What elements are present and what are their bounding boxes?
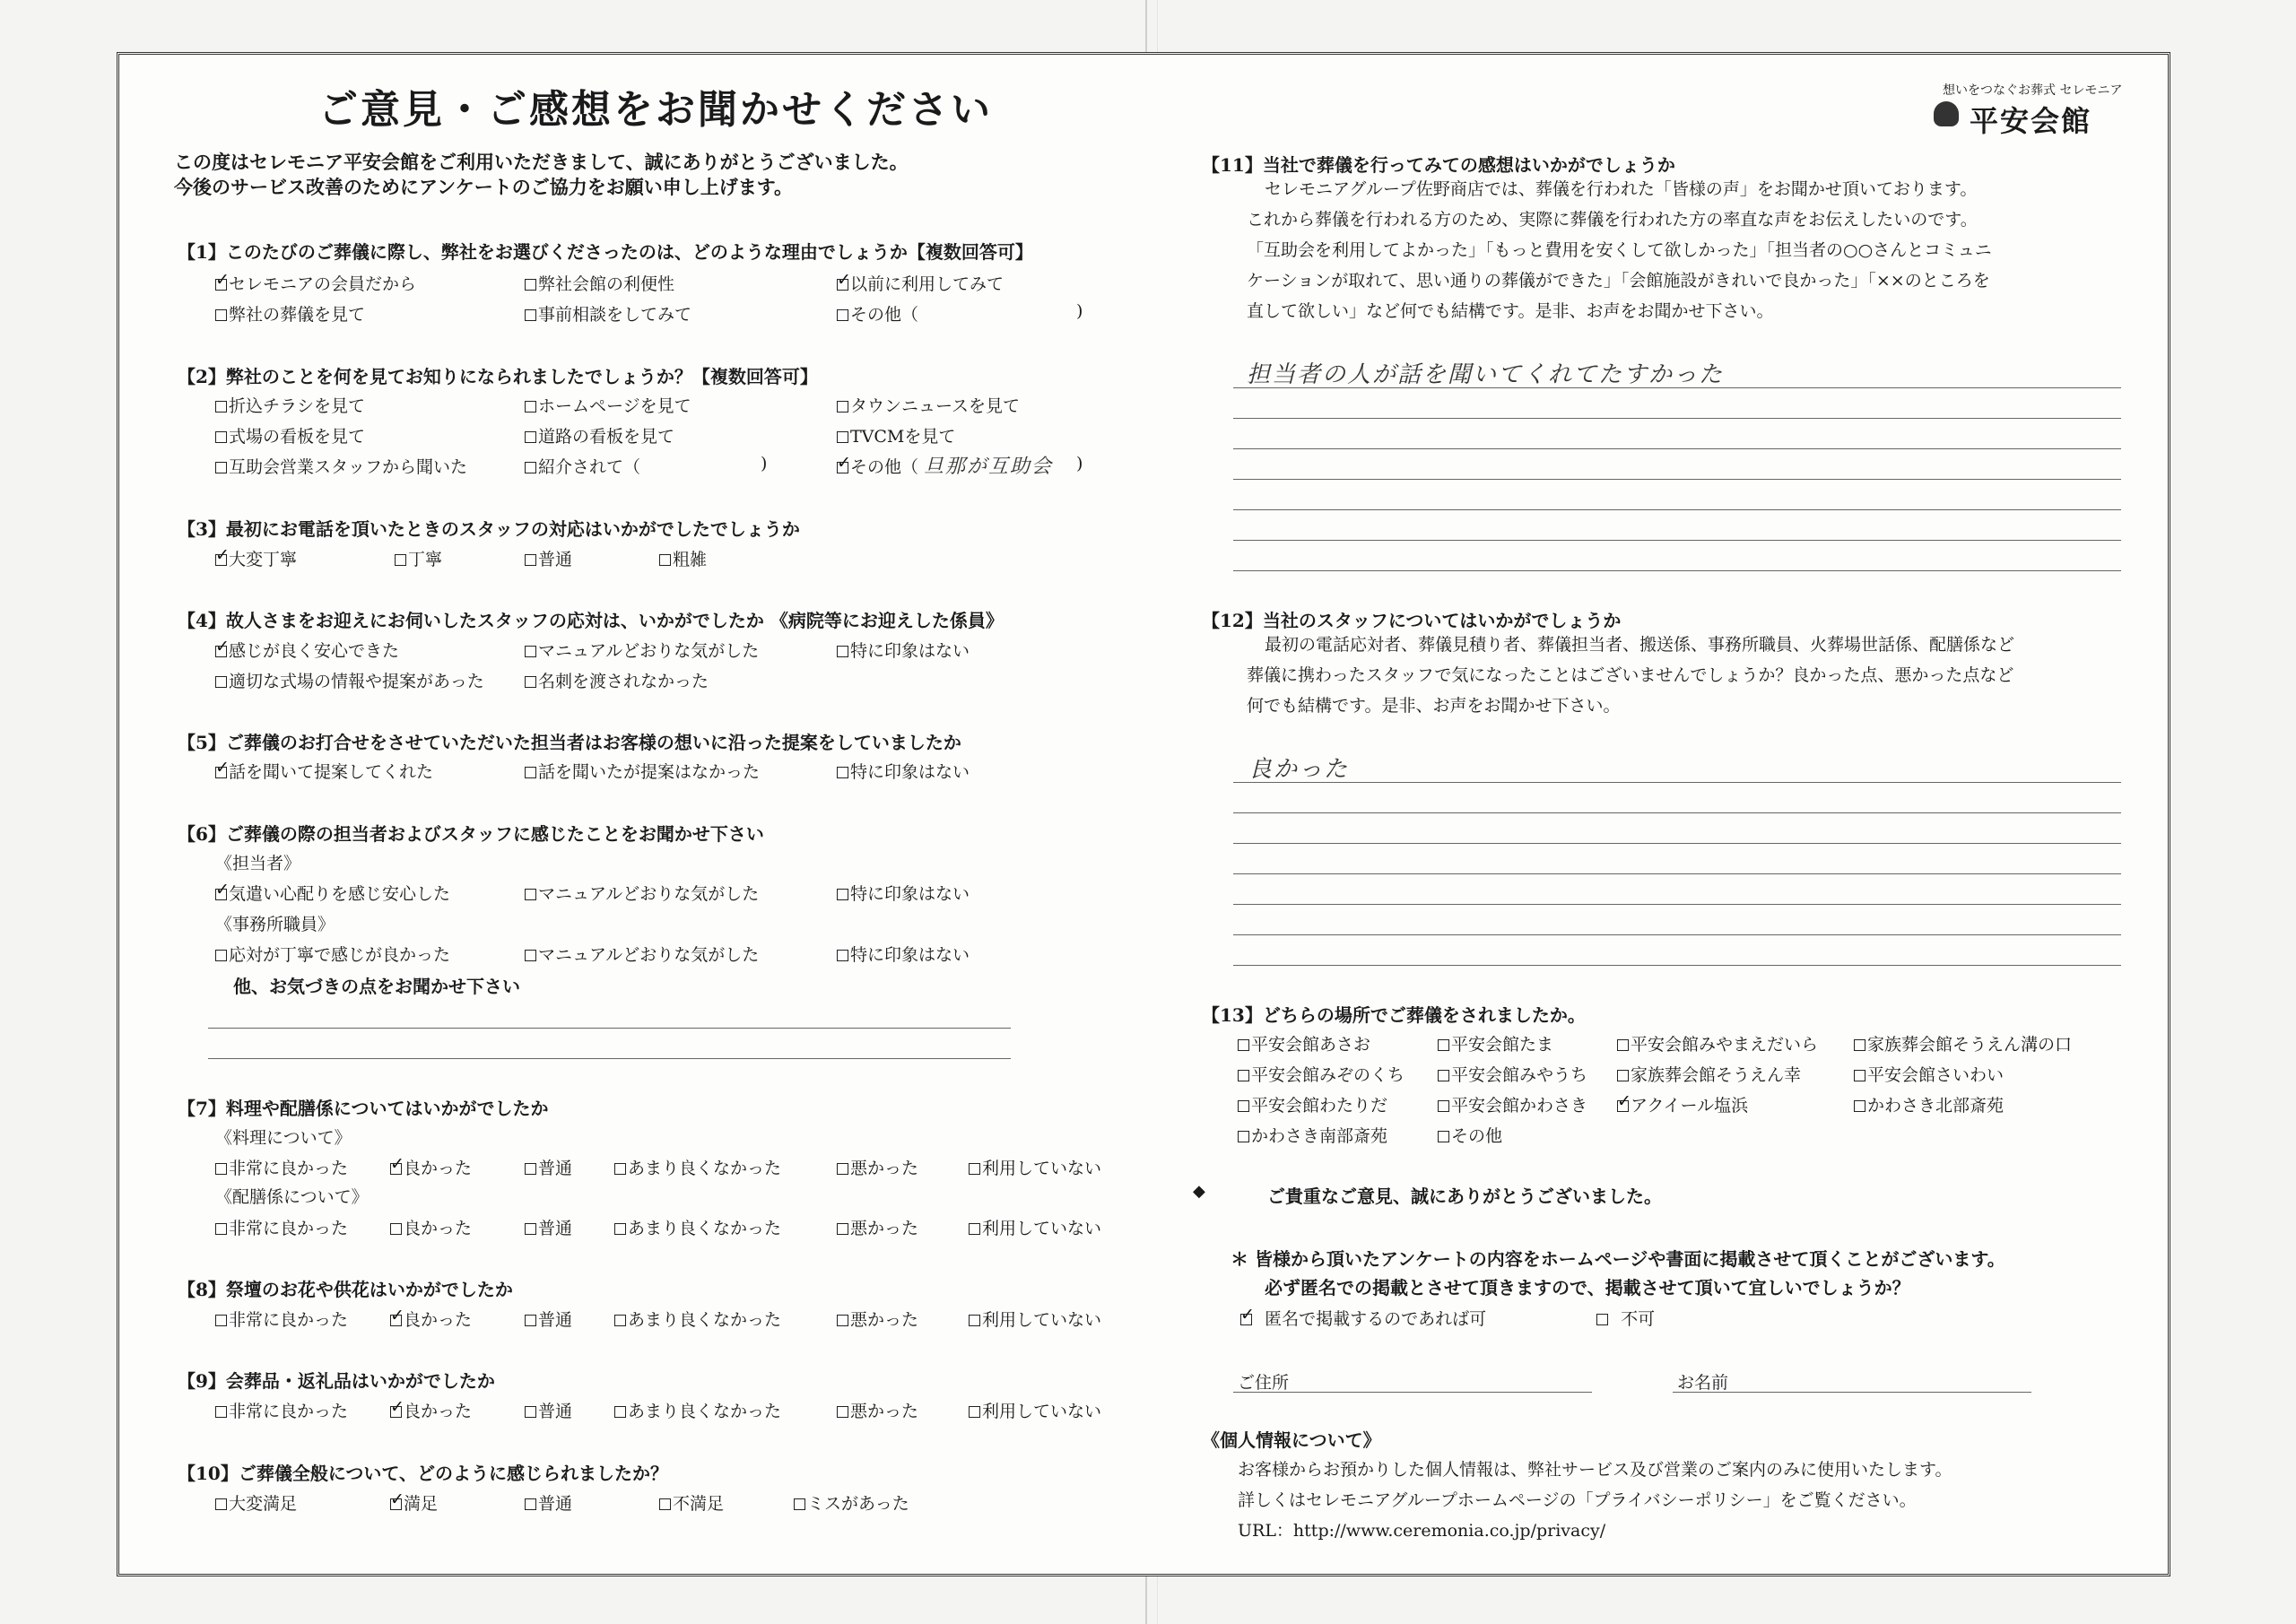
checkbox-icon	[794, 1498, 805, 1510]
q2-referral-close-paren: )	[761, 454, 768, 473]
q10-very-satisfied[interactable]: 大変満足	[215, 1490, 297, 1515]
checkbox-icon	[525, 646, 536, 657]
q7-serving-good[interactable]: 良かった	[390, 1215, 472, 1239]
checkbox-icon	[659, 1498, 671, 1510]
checkbox-icon	[969, 1315, 980, 1326]
q4-option-proper-info[interactable]: 適切な式場の情報や提案があった	[215, 668, 484, 692]
q3-label: 【3】最初にお電話を頂いたときのスタッフの対応はいかがでしたでしょうか	[178, 518, 800, 540]
q11-desc-3: 「互助会を利用してよかった」「もっと費用を安くして欲しかった」「担当者の○○さんとコミュニ	[1247, 240, 1992, 260]
logo-name: 平安会館	[1970, 104, 2092, 138]
q1-option-consultation[interactable]: 事前相談をしてみて	[525, 301, 691, 326]
checkbox-icon	[525, 401, 536, 413]
q12-desc-2: 葬儀に携わったスタッフで気になったことはございませんでしょうか？良かった点、悪かった点など	[1247, 665, 2014, 685]
checkbox-icon	[969, 1406, 980, 1418]
q4-option-no-card[interactable]: 名刺を渡されなかった	[525, 668, 709, 692]
q7-food-good[interactable]: ✓ 良かった	[390, 1155, 472, 1179]
checkbox-checked-icon	[390, 1406, 402, 1418]
q12-line-2[interactable]	[1233, 812, 2121, 813]
checkbox-checked-icon	[215, 889, 227, 900]
checkbox-checked-icon	[215, 554, 227, 566]
checkbox-icon	[525, 950, 536, 961]
checkbox-checked-icon	[1617, 1100, 1629, 1112]
q9-label: 【9】会葬品・返礼品はいかがでしたか	[178, 1370, 495, 1392]
q8-very-good[interactable]: 非常に良かった	[215, 1307, 348, 1331]
q11-handwritten-answer: 担当者の人が話を聞いてくれてたすかった	[1247, 361, 1725, 388]
privacy-url-link[interactable]: URL：http://www.ceremonia.co.jp/privacy/	[1238, 1521, 1606, 1541]
q6-label: 【6】ご葬儀の際の担当者およびスタッフに感じたことをお聞かせ下さい	[178, 823, 764, 845]
name-label: お名前	[1677, 1373, 1729, 1393]
q11-desc-2: これから葬儀を行われる方のため、実際に葬儀を行われた方の率直な声をお伝えしたいのです。	[1247, 210, 1978, 230]
q8-normal[interactable]: 普通	[525, 1307, 572, 1331]
q9-good[interactable]: ✓ 良かった	[390, 1398, 472, 1422]
q6-sub-office: 《事務所職員》	[215, 915, 335, 934]
q13-wataride[interactable]: 平安会館わたりだ	[1238, 1092, 1387, 1116]
address-label: ご住所	[1238, 1373, 1290, 1393]
checkbox-icon	[837, 1223, 848, 1235]
q9-very-good[interactable]: 非常に良かった	[215, 1398, 348, 1422]
q13-kawasaki[interactable]: 平安会館かわさき	[1438, 1092, 1587, 1116]
checkbox-icon	[837, 1315, 848, 1326]
q6-office-option-polite[interactable]: 応対が丁寧で感じが良かった	[215, 942, 450, 966]
q4-option-reassuring[interactable]: ✓感じが良く安心できた	[215, 638, 399, 662]
q7-serving-bad[interactable]: 悪かった	[837, 1215, 918, 1239]
q11-line-5[interactable]	[1233, 509, 2121, 510]
checkbox-checked-icon	[390, 1163, 402, 1175]
q11-line-3[interactable]	[1233, 448, 2121, 449]
q2-option-staff[interactable]: 互助会営業スタッフから聞いた	[215, 454, 467, 478]
q1-option-saw-funeral[interactable]: 弊社の葬儀を見て	[215, 301, 365, 326]
checkbox-icon	[525, 309, 536, 321]
checkbox-icon	[659, 554, 671, 566]
checkbox-icon	[1617, 1039, 1629, 1051]
privacy-line-2: 詳しくはセレモニアグループホームページの「プライバシーポリシー」をご覧ください。	[1238, 1490, 1917, 1510]
q7-sub-food: 《料理について》	[215, 1128, 352, 1148]
q13-other[interactable]: その他	[1438, 1123, 1502, 1147]
q6-staff-option-caring[interactable]: ✓気遣い心配りを感じ安心した	[215, 881, 450, 905]
checkbox-icon	[1438, 1100, 1449, 1112]
q9-normal[interactable]: 普通	[525, 1398, 572, 1422]
checkbox-icon	[215, 401, 227, 413]
q7-serving-not-good[interactable]: あまり良くなかった	[614, 1215, 781, 1239]
q10-mistake[interactable]: ミスがあった	[794, 1490, 909, 1515]
q8-bad[interactable]: 悪かった	[837, 1307, 918, 1331]
checkbox-icon	[215, 676, 227, 688]
q1-option-other[interactable]: その他（	[837, 301, 918, 326]
q11-line-4[interactable]	[1233, 479, 2121, 480]
q13-souen-saiwai[interactable]: 家族葬会館そうえん幸	[1617, 1062, 1801, 1086]
q11-desc-4: ケーションが取れて、思い通りの葬儀ができた」「会館施設がきれいで良かった」「××のところを	[1247, 271, 1990, 291]
q6-staff-option-manual[interactable]: マニュアルどおりな気がした	[525, 881, 759, 905]
q6-staff-option-no-impression[interactable]: 特に印象はない	[837, 881, 970, 905]
q9-bad[interactable]: 悪かった	[837, 1398, 918, 1422]
checkbox-icon	[215, 462, 227, 473]
q13-tama[interactable]: 平安会館たま	[1438, 1031, 1553, 1055]
checkbox-icon	[525, 462, 536, 473]
q2-option-other[interactable]: ✓ その他（	[837, 454, 918, 478]
q3-option-polite[interactable]: 丁寧	[395, 546, 442, 570]
q6-answer-line-1[interactable]	[208, 1028, 1011, 1029]
q6-other-label: 他、お気づきの点をお聞かせ下さい	[233, 976, 520, 997]
checkbox-icon	[614, 1223, 626, 1235]
intro-line-2: 今後のサービス改善のためにアンケートのご協力をお願い申し上げます。	[174, 176, 794, 198]
q2-option-hall-sign[interactable]: 式場の看板を見て	[215, 423, 365, 447]
q12-line-4[interactable]	[1233, 873, 2121, 874]
q8-good[interactable]: ✓ 良かった	[390, 1307, 472, 1331]
q2-option-town-news[interactable]: タウンニュースを見て	[837, 393, 1020, 417]
checkbox-icon	[969, 1223, 980, 1235]
consent-no-option[interactable]: 不可	[1596, 1306, 1655, 1330]
address-field[interactable]	[1233, 1392, 1592, 1393]
q10-dissatisfied[interactable]: 不満足	[659, 1490, 724, 1515]
thanks-message: ご貴重なご意見、誠にありがとうございました。	[1267, 1185, 1662, 1207]
checkbox-icon	[837, 309, 848, 321]
checkbox-icon	[837, 431, 848, 443]
q5-option-no-proposal[interactable]: 話を聞いたが提案はなかった	[525, 759, 760, 783]
q11-desc-5: 直して欲しい」など何でも結構です。是非、お声をお聞かせ下さい。	[1247, 301, 1774, 321]
checkbox-checked-icon	[1240, 1314, 1252, 1325]
q4-option-manual[interactable]: マニュアルどおりな気がした	[525, 638, 759, 662]
q12-handwritten-answer: 良かった	[1248, 756, 1350, 783]
q3-option-rough[interactable]: 粗雑	[659, 546, 707, 570]
q2-option-tvcm[interactable]: TVCMを見て	[837, 423, 955, 447]
checkbox-icon	[525, 431, 536, 443]
checkbox-icon	[837, 767, 848, 778]
q10-satisfied[interactable]: ✓ 満足	[390, 1490, 438, 1515]
checkbox-icon	[525, 279, 536, 291]
q7-food-normal[interactable]: 普通	[525, 1155, 572, 1179]
q12-line-6[interactable]	[1233, 934, 2121, 935]
logo-tagline: 想いをつなぐお葬式 セレモニア	[1943, 83, 2123, 98]
q12-line-7[interactable]	[1233, 965, 2121, 966]
q4-option-no-impression[interactable]: 特に印象はない	[837, 638, 970, 662]
checkbox-checked-icon	[215, 646, 227, 657]
q5-option-proposed[interactable]: ✓話を聞いて提案してくれた	[215, 759, 433, 783]
q11-desc-1: セレモニアグループ佐野商店では、葬儀を行われた「皆様の声」をお聞かせ頂いております。	[1265, 179, 1978, 199]
checkbox-icon	[1854, 1070, 1866, 1081]
checkbox-checked-icon	[837, 279, 848, 291]
publish-notice-2: 必ず匿名での掲載とさせて頂きますので、掲載させて頂いて宜しいでしょうか？	[1265, 1277, 1910, 1298]
q12-line-3[interactable]	[1233, 843, 2121, 844]
checkbox-icon	[525, 1163, 536, 1175]
q5-option-no-impression[interactable]: 特に印象はない	[837, 759, 970, 783]
checkbox-icon	[837, 950, 848, 961]
q7-food-very-good[interactable]: 非常に良かった	[215, 1155, 348, 1179]
checkbox-icon	[215, 309, 227, 321]
consent-yes-option[interactable]: ✓ 匿名で掲載するのであれば可	[1240, 1306, 1486, 1330]
q12-desc-1: 最初の電話応対者、葬儀見積り者、葬儀担当者、搬送係、事務所職員、火葬場世話係、配膳係など	[1265, 635, 2015, 655]
q13-miyauchi[interactable]: 平安会館みやうち	[1438, 1062, 1587, 1086]
q9-not-good[interactable]: あまり良くなかった	[614, 1398, 781, 1422]
q13-asao[interactable]: 平安会館あさお	[1238, 1031, 1370, 1055]
intro-line-1: この度はセレモニア平安会館をご利用いただきまして、誠にありがとうございました。	[174, 151, 909, 173]
checkbox-icon	[525, 1315, 536, 1326]
q7-food-not-used[interactable]: 利用していない	[969, 1155, 1101, 1179]
checkbox-icon	[215, 431, 227, 443]
q13-kawasaki-hokubu[interactable]: かわさき北部斎苑	[1854, 1092, 2004, 1116]
q2-option-flyer[interactable]: 折込チラシを見て	[215, 393, 365, 417]
q2-option-road-sign[interactable]: 道路の看板を見て	[525, 423, 674, 447]
checkbox-icon	[1854, 1100, 1866, 1112]
checkbox-icon	[525, 554, 536, 566]
q3-option-normal[interactable]: 普通	[525, 546, 572, 570]
checkbox-icon	[1238, 1100, 1249, 1112]
q8-label: 【8】祭壇のお花や供花はいかがでしたか	[178, 1279, 513, 1300]
privacy-line-1: お客様からお預かりした個人情報は、弊社サービス及び営業のご案内のみに使用いたします。	[1238, 1460, 1952, 1480]
checkbox-icon	[969, 1163, 980, 1175]
q4-label: 【4】故人さまをお迎えにお伺いしたスタッフの応対は、いかがでしたか 《病院等にお迎えした係員》	[178, 610, 1004, 631]
q1-option-convenience[interactable]: 弊社会館の利便性	[525, 271, 674, 295]
checkbox-icon	[837, 1163, 848, 1175]
q11-line-7[interactable]	[1233, 570, 2121, 571]
checkbox-icon	[1438, 1131, 1449, 1142]
q11-line-1[interactable]	[1233, 387, 2121, 388]
q8-not-used[interactable]: 利用していない	[969, 1307, 1101, 1331]
q13-saiwai[interactable]: 平安会館さいわい	[1854, 1062, 2004, 1086]
q11-label: 【11】当社で葬儀を行ってみての感想はいかがでしょうか	[1202, 154, 1675, 176]
checkbox-icon	[1596, 1314, 1608, 1325]
q6-office-option-manual[interactable]: マニュアルどおりな気がした	[525, 942, 759, 966]
q9-not-used[interactable]: 利用していない	[969, 1398, 1101, 1422]
checkbox-checked-icon	[215, 279, 227, 291]
ceremonia-logo-icon	[1934, 101, 1959, 126]
q10-label: 【10】ご葬儀全般について、どのように感じられましたか？	[178, 1463, 669, 1484]
q13-souen-mizonokuchi[interactable]: 家族葬会館そうえん溝の口	[1854, 1031, 2072, 1055]
publish-notice-1: ＊ 皆様から頂いたアンケートの内容をホームページや書面に掲載させて頂くことがございます。	[1231, 1248, 2005, 1270]
checkbox-icon	[525, 1406, 536, 1418]
q8-not-good[interactable]: あまり良くなかった	[614, 1307, 781, 1331]
q5-label: 【5】ご葬儀のお打合せをさせていただいた担当者はお客様の想いに沿った提案をしていましたか	[178, 732, 961, 753]
checkbox-icon	[837, 889, 848, 900]
survey-title: ご意見・ご感想をお聞かせください	[318, 87, 993, 133]
q1-other-close-paren: )	[1076, 301, 1083, 321]
q13-accueil-shiohama[interactable]: ✓ アクイール塩浜	[1617, 1092, 1748, 1116]
checkbox-checked-icon	[390, 1315, 402, 1326]
checkbox-icon	[614, 1406, 626, 1418]
checkbox-icon	[1438, 1070, 1449, 1081]
q7-sub-serving: 《配膳係について》	[215, 1187, 369, 1207]
checkbox-icon	[1238, 1131, 1249, 1142]
q12-desc-3: 何でも結構です。是非、お声をお聞かせ下さい。	[1247, 696, 1621, 716]
privacy-title: 《個人情報について》	[1202, 1429, 1381, 1451]
q1-label: 【1】このたびのご葬儀に際し、弊社をお選びくださったのは、どのような理由でしょうか【複数回答可】	[178, 241, 1033, 263]
q7-food-bad[interactable]: 悪かった	[837, 1155, 918, 1179]
checkbox-icon	[837, 646, 848, 657]
checkbox-checked-icon	[215, 767, 227, 778]
checkbox-icon	[215, 1498, 227, 1510]
q1-option-member[interactable]: ✓セレモニアの会員だから	[215, 271, 416, 295]
q7-label: 【7】料理や配膳係についてはいかがでしたか	[178, 1098, 549, 1119]
q13-mizonokuchi[interactable]: 平安会館みぞのくち	[1238, 1062, 1405, 1086]
q6-office-option-no-impression[interactable]: 特に印象はない	[837, 942, 970, 966]
checkbox-icon	[525, 1223, 536, 1235]
q12-line-1[interactable]	[1233, 782, 2121, 783]
q7-food-not-good[interactable]: あまり良くなかった	[614, 1155, 781, 1179]
checkbox-icon	[1238, 1070, 1249, 1081]
q10-normal[interactable]: 普通	[525, 1490, 572, 1515]
q13-kawasaki-nanbu[interactable]: かわさき南部斎苑	[1238, 1123, 1387, 1147]
checkbox-icon	[525, 889, 536, 900]
checkbox-checked-icon	[837, 462, 848, 473]
checkbox-icon	[525, 767, 536, 778]
checkbox-checked-icon	[390, 1498, 402, 1510]
checkbox-icon	[614, 1163, 626, 1175]
checkbox-icon	[837, 1406, 848, 1418]
checkbox-icon	[215, 1223, 227, 1235]
checkbox-icon	[215, 1163, 227, 1175]
checkbox-icon	[614, 1315, 626, 1326]
checkbox-icon	[215, 1406, 227, 1418]
q2-other-close-paren: )	[1076, 454, 1083, 473]
q13-label: 【13】どちらの場所でご葬儀をされましたか。	[1202, 1004, 1586, 1026]
q2-label: 【2】弊社のことを何を見てお知りになられましたでしょうか？【複数回答可】	[178, 366, 818, 387]
checkbox-icon	[390, 1223, 402, 1235]
name-field[interactable]	[1673, 1392, 2031, 1393]
q11-line-6[interactable]	[1233, 540, 2121, 541]
q12-line-5[interactable]	[1233, 904, 2121, 905]
checkbox-icon	[1438, 1039, 1449, 1051]
q6-sub-staff: 《担当者》	[215, 854, 301, 873]
q11-line-2[interactable]	[1233, 418, 2121, 419]
q6-answer-line-2[interactable]	[208, 1058, 1011, 1059]
q13-miyamaedaira[interactable]: 平安会館みやまえだいら	[1617, 1031, 1818, 1055]
checkbox-icon	[1238, 1039, 1249, 1051]
q12-label: 【12】当社のスタッフについてはいかがでしょうか	[1202, 610, 1622, 631]
checkbox-icon	[1617, 1070, 1629, 1081]
q2-option-referral[interactable]: 紹介されて（	[525, 454, 640, 478]
q2-other-handwritten: 旦那が互助会	[924, 456, 1054, 478]
q3-option-very-polite[interactable]: ✓大変丁寧	[215, 546, 297, 570]
q7-serving-not-used[interactable]: 利用していない	[969, 1215, 1101, 1239]
checkbox-icon	[215, 950, 227, 961]
checkbox-icon	[395, 554, 406, 566]
diamond-bullet-icon: ◆	[1193, 1182, 1205, 1201]
q7-serving-very-good[interactable]: 非常に良かった	[215, 1215, 348, 1239]
checkbox-icon	[215, 1315, 227, 1326]
q2-option-homepage[interactable]: ホームページを見て	[525, 393, 691, 417]
q7-serving-normal[interactable]: 普通	[525, 1215, 572, 1239]
checkbox-icon	[1854, 1039, 1866, 1051]
checkbox-icon	[837, 401, 848, 413]
checkbox-icon	[525, 1498, 536, 1510]
q1-option-used-before[interactable]: ✓ 以前に利用してみて	[837, 271, 1004, 295]
checkbox-icon	[525, 676, 536, 688]
